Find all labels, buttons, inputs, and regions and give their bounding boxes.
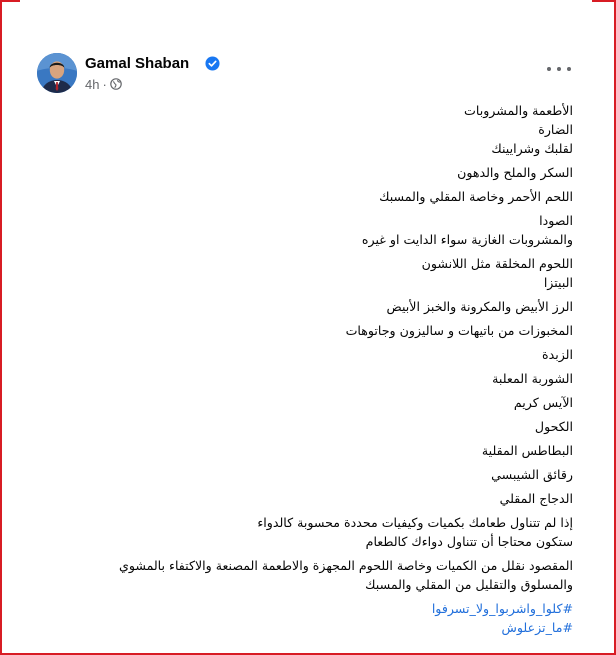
post-text-line: الدجاج المقلي [499,491,573,506]
post-paragraph [53,369,573,388]
more-options-icon[interactable] [547,62,571,76]
post-paragraph [53,297,573,316]
post-text-line: المقصود نقلل من الكميات وخاصة اللحوم المجهزة والاطعمة المصنعة والاكتفاء بالمشوي [118,558,573,573]
post-text [53,101,573,637]
verified-badge-icon [205,56,220,71]
post-paragraph [53,254,573,292]
post-paragraph [53,211,573,249]
post-text-line: الكحول [534,419,573,434]
post-text-line: الشوربة المعلبة [492,371,573,386]
post-paragraph [53,163,573,182]
post-text-line: الصودا [539,213,573,228]
post-paragraph [53,321,573,340]
post-text-line: والمشروبات الغازية سواء الدايت او غيره [361,232,573,247]
post-paragraph [53,417,573,436]
globe-icon [110,78,122,90]
post-text-line: رقائق الشيبسي [491,467,573,482]
post-text-line: الرز الأبيض والمكرونة والخبز الأبيض [386,299,573,314]
post-paragraph [53,556,573,594]
post-paragraph [53,345,573,364]
author-avatar[interactable] [37,53,77,93]
hashtag-link[interactable]: #ما_تزعلوش [501,620,573,635]
post-paragraph [53,101,573,158]
post-text-line: اللحوم المخلقة مثل اللانشون [421,256,573,271]
post-text-line: الآيس كريم [513,395,573,410]
post-text-line: والمسلوق والتقليل من المقلي والمسبك [365,577,573,592]
post-paragraph [53,187,573,206]
post-timestamp[interactable]: 4h [85,77,100,92]
post-text-line: البيتزا [543,275,573,290]
author-name[interactable]: Gamal Shaban [85,55,190,72]
hashtag-link[interactable]: #كلوا_واشربوا_ولا_تسرفوا [431,601,573,616]
post-paragraph [53,489,573,508]
post-text-line: السكر والملح والدهون [457,165,573,180]
post-text-line: البطاطس المقلية [481,443,573,458]
post-paragraph [53,513,573,551]
post-paragraph [53,393,573,412]
post-paragraph [53,441,573,460]
post-text-line: ستكون محتاجا أن تتناول دواءك كالطعام [365,534,573,549]
post-text-line: الزبدة [542,347,573,362]
post-text-line: إذا لم تتناول طعامك بكميات وكيفيات محددة محسوبة كالدواء [257,515,573,530]
meta-separator: · [102,77,107,92]
post-paragraph [53,465,573,484]
post-text-line: المخبوزات من باتيهات و ساليزون وجاتوهات [345,323,573,338]
post-text-line: الضارة [538,122,573,137]
post-text-line: الأطعمة والمشروبات [464,103,573,118]
post-text-line: لقلبك وشرايينك [491,141,573,156]
post-text-line: اللحم الأحمر وخاصة المقلي والمسبك [379,189,573,204]
hashtags [53,599,573,637]
post-card [20,0,592,651]
post-meta [85,77,122,92]
